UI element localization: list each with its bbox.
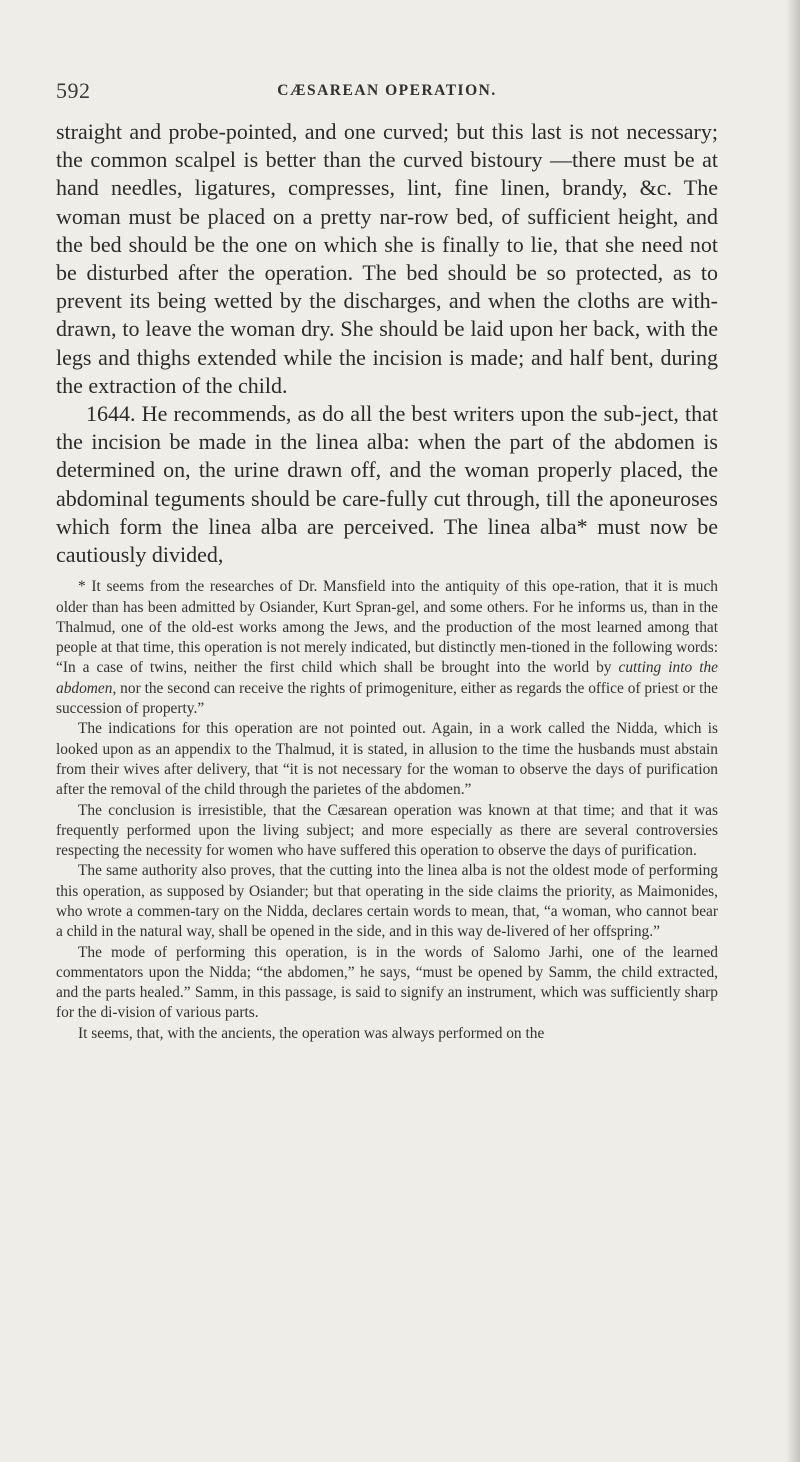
footnote-paragraph: The indications for this operation are not pointed out. Again, in a work called the Nidda, which is looked upon as an appendix to the Thalmud, it is stated, in allusion to the time the husbands must abstain from their wives after delivery, that “it is not necessary for the woman to observe the days of purification after the removal of the child through the parietes of the abdomen.” (56, 720, 718, 799)
body-text (56, 118, 718, 1044)
running-head: CÆSAREAN OPERATION. (277, 82, 497, 99)
footnote-text: * It seems from the researches of Dr. Mansfield into the antiquity of this ope-ration, that it is much older than has been admitted by Osiander, Kurt Spran-gel, and some others. For he informs us, than in the Thalmud, one of the old-est works among the Jews, and the production of the most learned among that people at that time, this operation is not merely indicated, but distinctly men-tioned in the following words: “In a case of twins, neither the first child which shall be brought into the world by (56, 578, 718, 677)
main-paragraph: straight and probe-pointed, and one curved; but this last is not necessary; the common scalpel is better than the curved bistoury —there must be at hand needles, ligatures, compresses, lint, fine linen, brandy, &c. The woman must be placed on a pretty nar-row bed, of sufficient height, and the bed should be the one on which she is finally to lie, that she need not be disturbed after the operation. The bed should be so protected, as to prevent its being wetted by the discharges, and when the cloths are with-drawn, to leave the woman dry. She should be laid upon her back, with the legs and thighs extended while the incision is made; and half bent, during the extraction of the child. (56, 119, 718, 398)
footnote-paragraph: The conclusion is irresistible, that the Cæsarean operation was known at that time; and that it was frequently performed upon the living subject; and more especially as there are several controversies respecting the necessity for women who have suffered this operation to observe the days of purification. (56, 801, 718, 860)
footnote-paragraph: The same authority also proves, that the cutting into the linea alba is not the oldest mode of performing this operation, as supposed by Osiander; but that operating in the side claims the priority, as Maimonides, who wrote a commen-tary on the Nidda, declares certain words to mean, that, “a woman, who cannot bear a child in the natural way, shall be opened in the side, and in this way de-livered of her offspring.” (56, 862, 718, 941)
footnote-text: , nor the second can receive the rights of primogeniture, either as regards the office of priest or the succession of property.” (56, 679, 718, 718)
footnote-paragraph: It seems, that, with the ancients, the operation was always performed on the (78, 1024, 545, 1042)
main-paragraph: 1644. He recommends, as do all the best writers upon the sub-ject, that the incision be made in the linea alba: when the part of the abdomen is determined on, the urine drawn off, and the woman properly placed, the abdominal teguments should be care-fully cut through, till the aponeuroses which form the linea alba are perceived. The linea alba* must now be cautiously divided, (56, 401, 718, 568)
footnote-paragraph (56, 577, 718, 719)
page-header (56, 78, 718, 102)
footnote (56, 577, 718, 1044)
footnote-emphasis: cutting into the abdomen (56, 659, 719, 697)
page-number: 592 (56, 78, 91, 103)
page-edge-shadow (786, 0, 800, 1462)
footnote-paragraph: The mode of performing this operation, is in the words of Salomo Jarhi, one of the learned commentators upon the Nidda; “the abdomen,” he says, “must be opened by Samm, the child extracted, and the parts healed.” Samm, in this passage, is said to signify an instrument, which was sufficiently sharp for the di-vision of various parts. (56, 943, 718, 1022)
